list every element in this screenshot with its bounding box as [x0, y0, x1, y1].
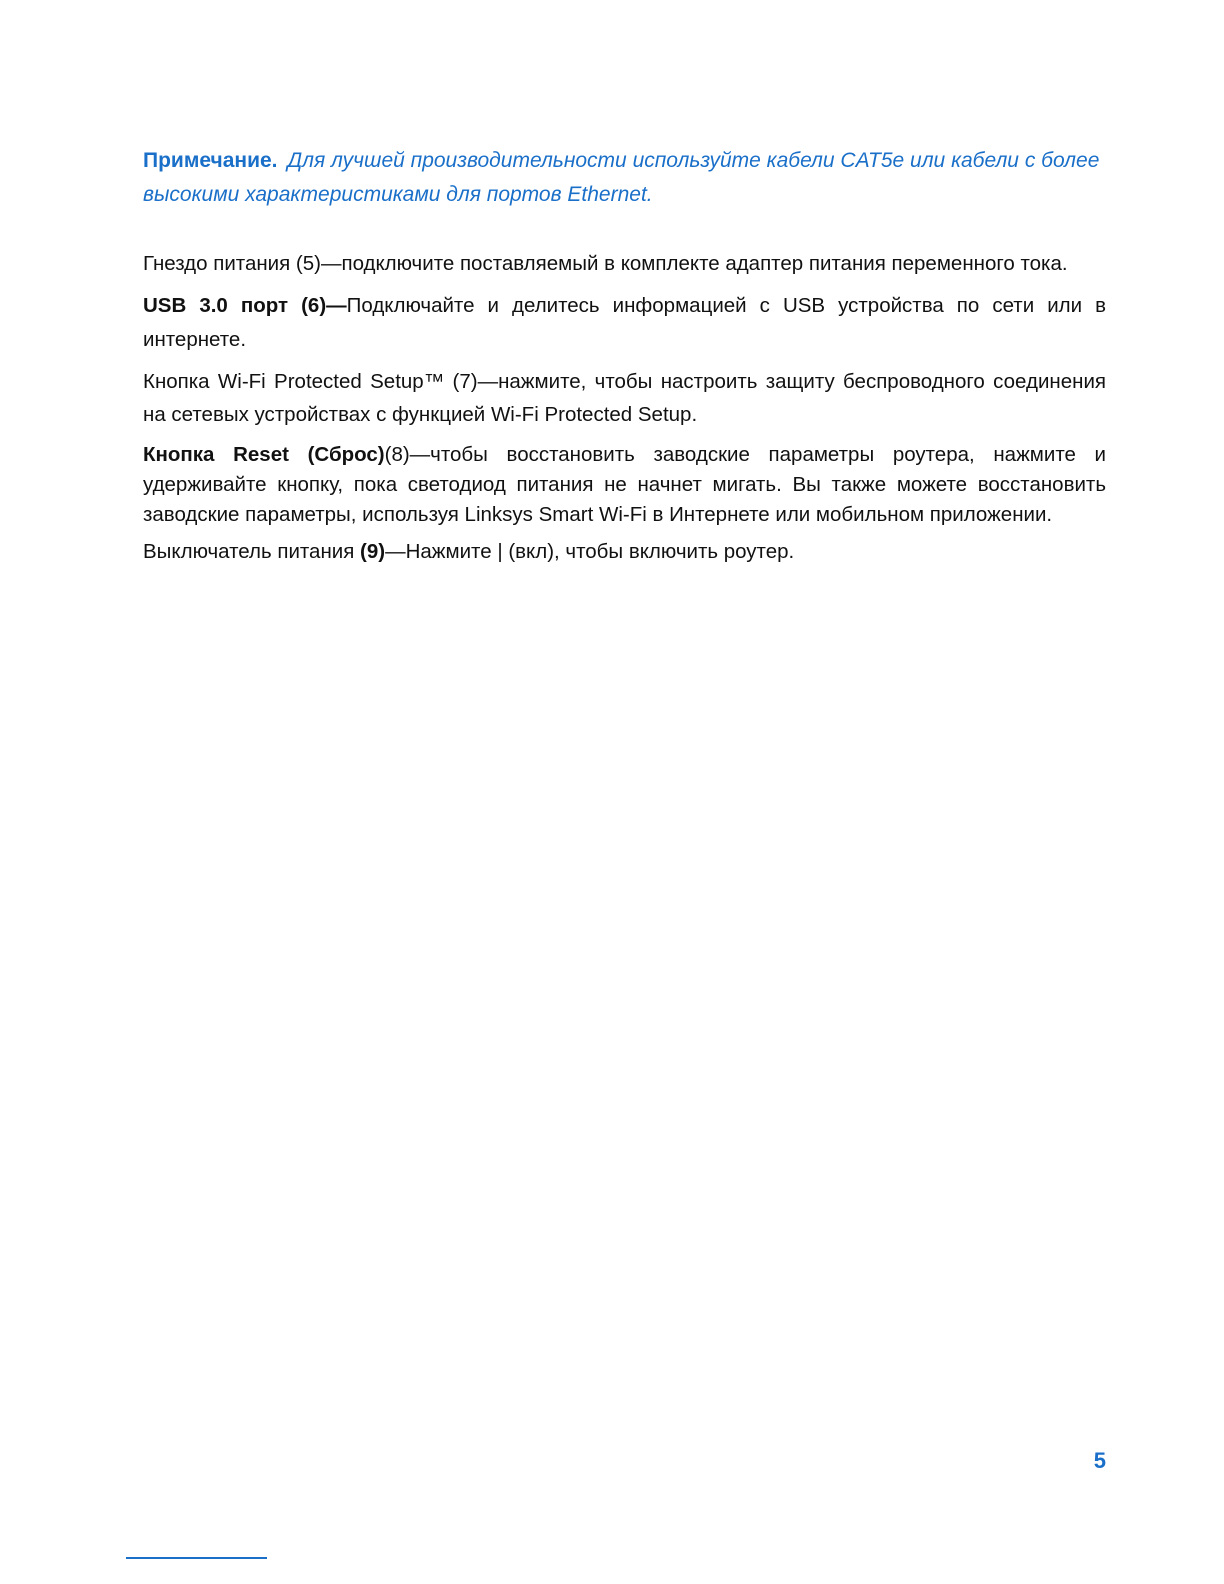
power-switch-number: (9): [360, 540, 386, 563]
note-text: Для лучшей производительности используйте кабели CAT5e или кабели с более высокими характеристиками для портов Ethernet.: [143, 149, 1100, 206]
note-label: Примечание.: [143, 149, 278, 172]
usb-port-lead: USB 3.0 порт (6)—: [143, 294, 347, 317]
reset-button-paragraph: [143, 440, 1106, 530]
power-switch-text: —Нажмите | (вкл), чтобы включить роутер.: [385, 540, 795, 563]
footnote-divider: [126, 1557, 267, 1559]
reset-button-text: (8)—чтобы восстановить заводские параметры роутера, нажмите и удерживайте кнопку, пока светодиод питания не начнет мигать. Вы также можете восстановить заводские параметры, используя Linksys Smart Wi-Fi в Интернете или мобильном приложении.: [143, 443, 1106, 526]
page-number: 5: [1093, 1448, 1106, 1473]
power-switch-paragraph: [143, 536, 1106, 568]
wps-button-text: Кнопка Wi-Fi Protected Setup™ (7)—нажмите, чтобы настроить защиту беспроводного соединения на сетевых устройствах с функцией Wi-Fi Protected Setup.: [143, 370, 1106, 426]
power-switch-prefix: Выключатель питания: [143, 540, 361, 563]
usb-port-text: Подключайте и делитесь информацией с USB устройства по сети или в интернете.: [143, 294, 1106, 351]
power-jack-paragraph: [143, 248, 1106, 280]
note-block: [143, 144, 1106, 212]
wps-button-paragraph: [143, 365, 1106, 431]
power-jack-text: Гнездо питания (5)—подключите поставляемый в комплекте адаптер питания переменного тока.: [143, 252, 1068, 275]
usb-port-paragraph: [143, 289, 1106, 357]
reset-button-lead: Кнопка Reset (Сброс): [143, 443, 385, 466]
